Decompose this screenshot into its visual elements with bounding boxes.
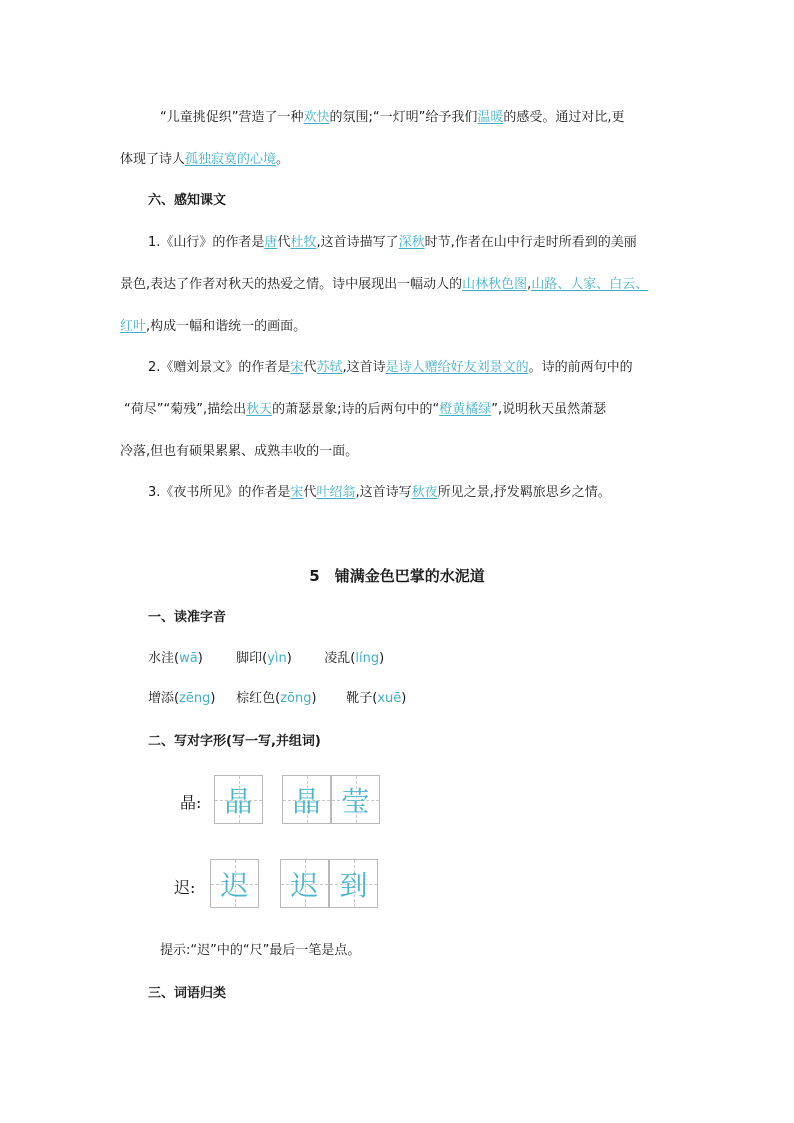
item1-line-2 <box>120 276 648 294</box>
answer-char: 晶 <box>224 784 253 818</box>
answer-blank: 深秋 <box>398 235 425 250</box>
text: , <box>527 277 532 292</box>
section-heading-6: 六、感知课文 <box>148 193 227 208</box>
text: 。诗的前两句中的 <box>528 360 633 375</box>
text: 的氛围;“一灯明”给予我们 <box>329 110 478 125</box>
writing-hint: 提示:“迟”中的“尺”最后一笔是点。 <box>160 943 361 958</box>
answer-blank: 是诗人赠给好友刘景文的 <box>385 360 529 375</box>
pinyin-answer: yìn <box>267 651 287 666</box>
char-label-chi: 迟: <box>174 878 196 897</box>
text: 所见之景,抒发羁旅思乡之情。 <box>437 485 611 500</box>
answer-char: 莹 <box>341 784 370 818</box>
answer-blank: 杜牧 <box>290 235 317 250</box>
item2-line-1 <box>148 359 633 377</box>
answer-char: 晶 <box>292 784 321 818</box>
text: 时节,作者在山中行走时所看到的美丽 <box>424 235 637 250</box>
answer-blank: 叶绍翁 <box>316 485 356 500</box>
paren: ) <box>286 651 292 666</box>
item3-line-1 <box>148 484 611 502</box>
section-heading-2: 二、写对字形(写一写,并组词) <box>148 734 321 749</box>
text: 体现了诗人 <box>120 152 186 167</box>
writing-grid-cell <box>329 859 378 908</box>
paren: ) <box>311 691 317 706</box>
char-label-jing: 晶: <box>180 793 202 812</box>
pinyin-answer: líng <box>355 651 380 666</box>
pinyin-item <box>148 650 232 668</box>
answer-blank: 温暖 <box>477 110 504 125</box>
pinyin-item <box>346 690 406 708</box>
text: ”,说明秋天虽然萧瑟 <box>491 402 607 417</box>
lesson-title: 5 铺满金色巴掌的水泥道 <box>309 567 485 585</box>
pinyin-item <box>148 690 232 708</box>
pinyin-answer: wā <box>179 651 198 666</box>
answer-blank: 山路、人家、白云、 <box>531 277 649 292</box>
text: 冷落,但也有硕果累累、成熟丰收的一面。 <box>120 444 359 459</box>
text: 3.《夜书所见》的作者是 <box>148 485 291 500</box>
writing-grid-cell <box>331 775 380 824</box>
paren: ) <box>210 691 216 706</box>
answer-blank: 秋天 <box>246 402 273 417</box>
word: 增添( <box>148 691 180 706</box>
pinyin-item <box>236 650 320 668</box>
answer-blank: 橙黄橘绿 <box>439 402 492 417</box>
writing-grid-cell <box>282 775 331 824</box>
text: “儿童挑促织”营造了一种 <box>160 110 304 125</box>
item1-line-3 <box>120 318 306 336</box>
poem-analysis-line-1 <box>160 109 625 127</box>
item1-line-1 <box>148 234 637 252</box>
pinyin-row-2 <box>148 690 406 708</box>
pinyin-item <box>236 690 342 708</box>
section-heading-1: 一、读准字音 <box>148 610 227 625</box>
text: “荷尽”“菊残”,描绘出 <box>124 402 247 417</box>
paren: ) <box>379 651 385 666</box>
answer-blank: 苏轼 <box>316 360 343 375</box>
text: ,这首诗描写了 <box>316 235 399 250</box>
answer-blank: 宋 <box>290 485 304 500</box>
answer-char: 迟 <box>290 868 319 902</box>
writing-grid-cell <box>210 859 259 908</box>
paren: ) <box>197 651 203 666</box>
text: 的感受。通过对比,更 <box>503 110 625 125</box>
word: 凌乱( <box>324 651 356 666</box>
section-heading-3: 三、词语归类 <box>148 986 227 1001</box>
pinyin-answer: xuē <box>377 691 402 706</box>
answer-blank: 唐 <box>264 235 278 250</box>
answer-char: 迟 <box>220 868 249 902</box>
text: 2.《赠刘景文》的作者是 <box>148 360 291 375</box>
word: 棕红色( <box>236 691 281 706</box>
word: 水洼( <box>148 651 180 666</box>
word: 靴子( <box>346 691 378 706</box>
answer-blank: 山林秋色图 <box>462 277 528 292</box>
text: ,这首诗 <box>342 360 386 375</box>
answer-blank: 欢快 <box>303 110 330 125</box>
answer-blank: 红叶 <box>120 319 147 334</box>
text: ,构成一幅和谐统一的画面。 <box>146 319 307 334</box>
poem-analysis-line-2 <box>120 151 289 169</box>
answer-char: 到 <box>339 868 368 902</box>
text: 的萧瑟景象;诗的后两句中的“ <box>272 402 440 417</box>
pinyin-item <box>324 650 384 668</box>
text: 景色,表达了作者对秋天的热爱之情。诗中展现出一幅动人的 <box>120 277 463 292</box>
pinyin-row-1 <box>148 650 384 668</box>
text: 1.《山行》的作者是 <box>148 235 265 250</box>
word: 脚印( <box>236 651 268 666</box>
text: 代 <box>303 360 317 375</box>
text: 代 <box>303 485 317 500</box>
answer-blank: 宋 <box>290 360 304 375</box>
answer-blank: 秋夜 <box>411 485 438 500</box>
pinyin-answer: zēng <box>179 691 211 706</box>
text: ,这首诗写 <box>355 485 412 500</box>
pinyin-answer: zōng <box>280 691 312 706</box>
item2-line-3 <box>120 443 358 461</box>
paren: ) <box>401 691 407 706</box>
answer-blank: 孤独寂寞的心境 <box>185 152 277 167</box>
text: 。 <box>276 152 290 167</box>
item2-line-2 <box>124 401 606 419</box>
writing-grid-cell <box>280 859 329 908</box>
writing-grid-cell <box>214 775 263 824</box>
text: 代 <box>277 235 291 250</box>
